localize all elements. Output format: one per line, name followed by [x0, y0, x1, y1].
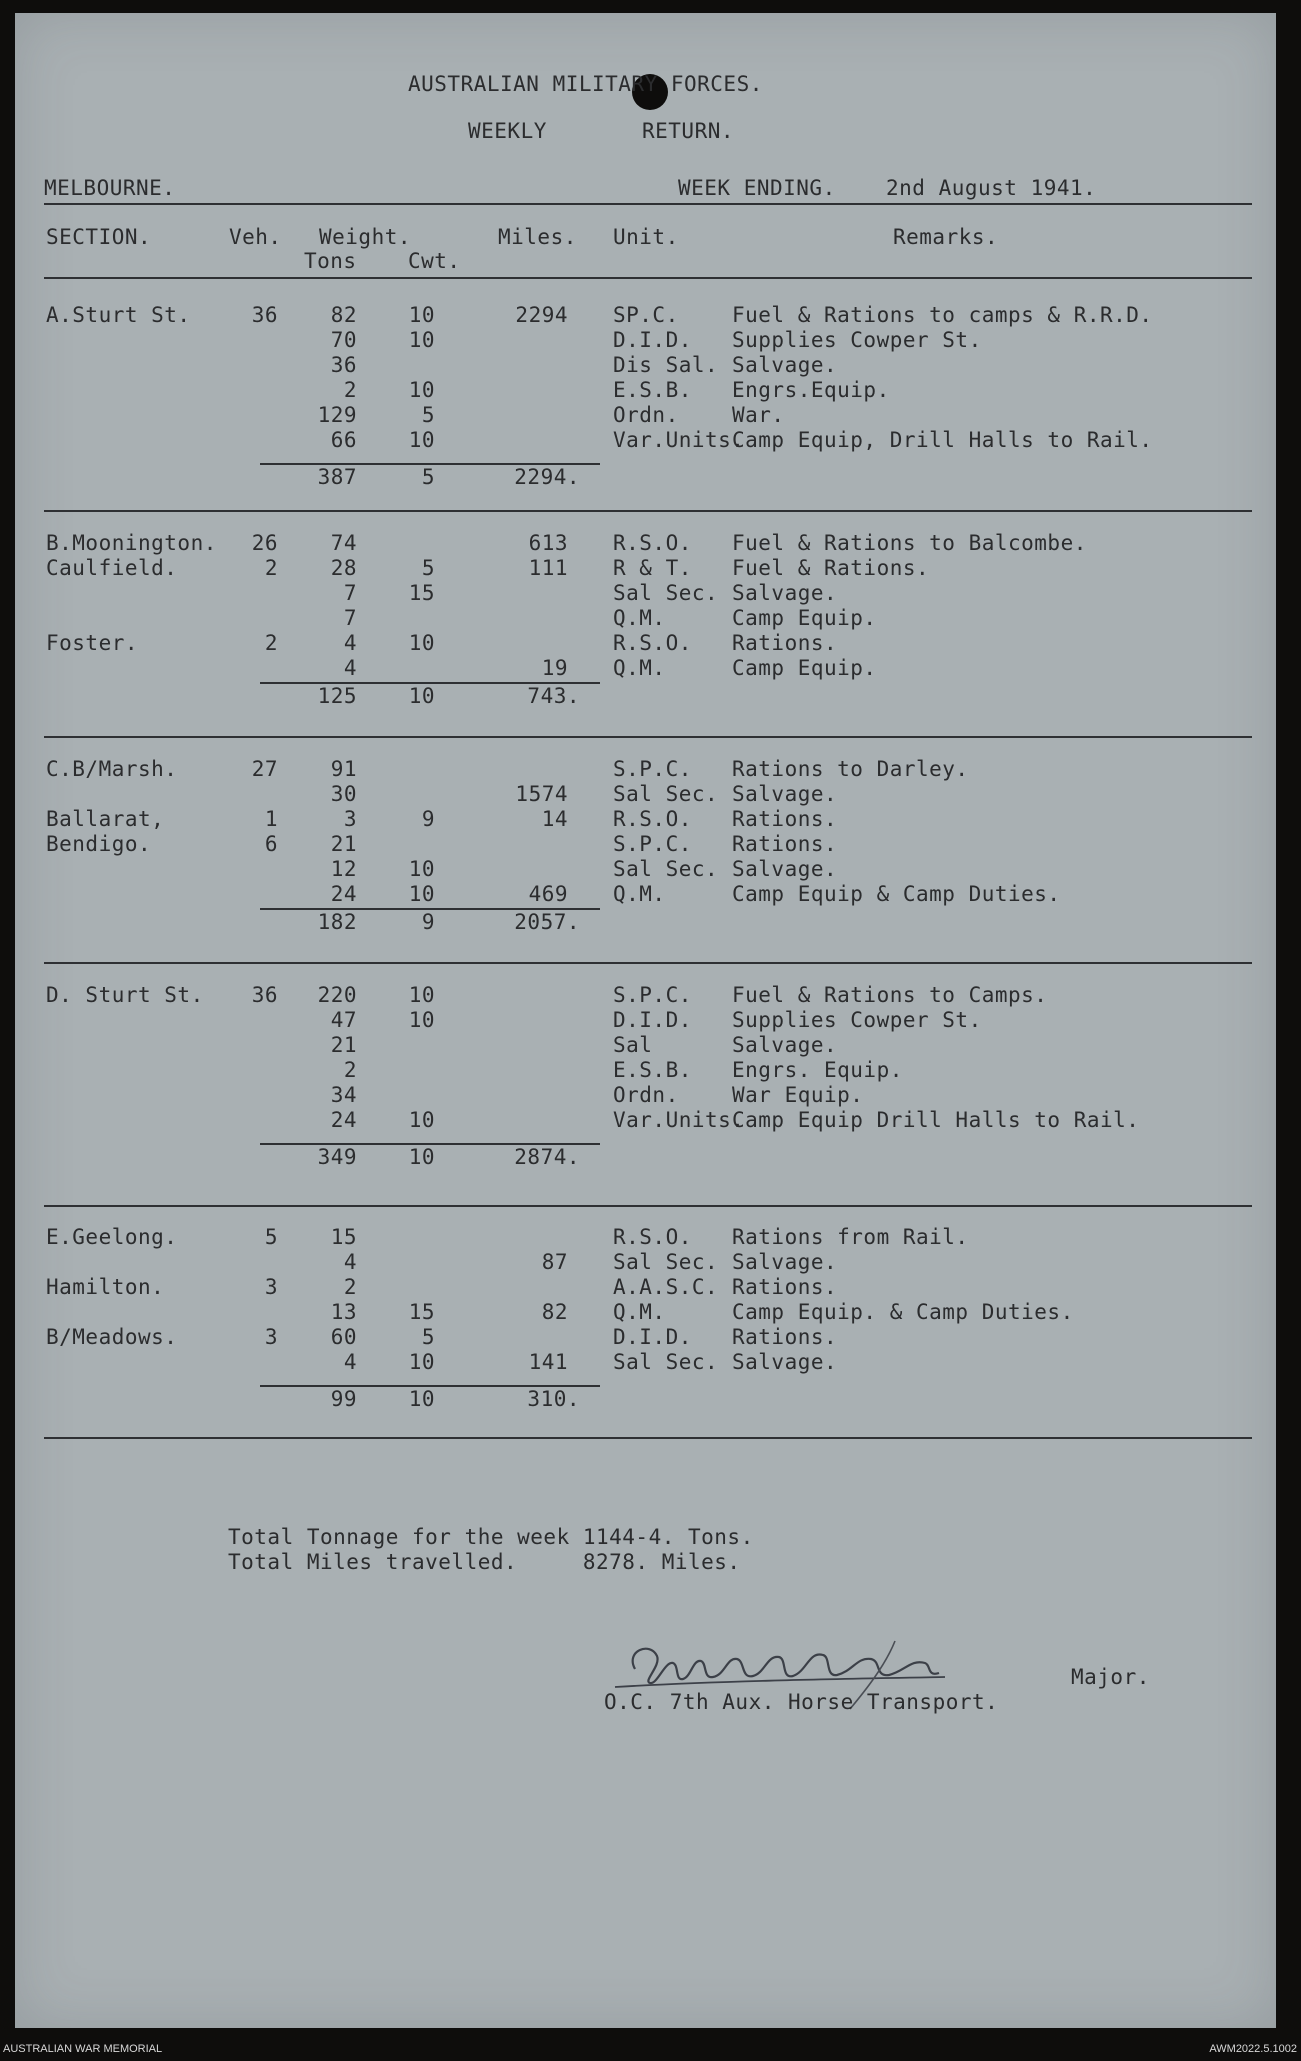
cell-tons: 2 — [343, 1275, 357, 1299]
location: MELBOURNE. — [44, 176, 176, 200]
summary-miles: Total Miles travelled. 8278. Miles. — [228, 1550, 741, 1574]
summary-tonnage: Total Tonnage for the week 1144-4. Tons. — [228, 1525, 754, 1549]
subtotal-miles: 743. — [527, 684, 580, 708]
cell-unit: E.S.B. — [613, 378, 692, 402]
subtotal-cwt: 10 — [408, 1145, 435, 1169]
cell-unit: R.S.O. — [613, 1225, 692, 1249]
cell-miles: 469 — [528, 882, 568, 906]
cell-remarks: Rations. — [732, 1325, 838, 1349]
cell-tons: 34 — [330, 1083, 357, 1107]
document-sheet — [15, 13, 1276, 2028]
cell-tons: 2 — [343, 1058, 357, 1082]
col-header-cwt: Cwt. — [408, 249, 461, 273]
cell-section: E.Geelong. — [46, 1225, 178, 1249]
cell-veh: 2 — [264, 556, 278, 580]
cell-section: Ballarat, — [46, 807, 165, 831]
cell-unit: D.I.D. — [613, 328, 692, 352]
cell-cwt: 5 — [421, 403, 435, 427]
cell-tons: 7 — [343, 581, 357, 605]
signoff-title: O.C. 7th Aux. Horse Transport. — [604, 1690, 999, 1714]
cell-miles: 141 — [528, 1350, 568, 1374]
cell-tons: 4 — [343, 1250, 357, 1274]
cell-unit: E.S.B. — [613, 1058, 692, 1082]
cell-remarks: Fuel & Rations to Balcombe. — [732, 531, 1087, 555]
cell-unit: A.A.S.C. — [613, 1275, 719, 1299]
subtotal-tons: 182 — [317, 910, 357, 934]
cell-unit: SP.C. — [613, 303, 679, 327]
cell-remarks: Rations. — [732, 631, 838, 655]
subtotal-tons: 349 — [317, 1145, 357, 1169]
document-title: AUSTRALIAN MILITARY FORCES. — [408, 72, 763, 96]
cell-unit: Q.M. — [613, 882, 666, 906]
cell-remarks: Salvage. — [732, 857, 838, 881]
cell-unit: Sal Sec. — [613, 782, 719, 806]
cell-cwt: 10 — [408, 428, 435, 452]
cell-remarks: Fuel & Rations to Camps. — [732, 983, 1048, 1007]
cell-cwt: 10 — [408, 1008, 435, 1032]
cell-cwt: 10 — [408, 378, 435, 402]
cell-tons: 36 — [330, 353, 357, 377]
subtotal-miles: 2057. — [514, 910, 580, 934]
document-subtitle-left: WEEKLY — [468, 119, 547, 143]
cell-tons: 66 — [330, 428, 357, 452]
cell-tons: 12 — [330, 857, 357, 881]
cell-veh: 26 — [251, 531, 278, 555]
cell-veh: 36 — [251, 983, 278, 1007]
cell-remarks: War. — [732, 403, 785, 427]
cell-miles: 19 — [541, 656, 568, 680]
cell-remarks: Engrs. Equip. — [732, 1058, 903, 1082]
subtotal-tons: 387 — [317, 465, 357, 489]
cell-unit: D.I.D. — [613, 1325, 692, 1349]
cell-section: Bendigo. — [46, 832, 152, 856]
cell-tons: 21 — [330, 1033, 357, 1057]
cell-remarks: War Equip. — [732, 1083, 864, 1107]
cell-miles: 14 — [541, 807, 568, 831]
cell-unit: Sal Sec. — [613, 1350, 719, 1374]
cell-remarks: Salvage. — [732, 1350, 838, 1374]
footer-institution: AUSTRALIAN WAR MEMORIAL — [3, 2043, 163, 2055]
cell-cwt: 10 — [408, 983, 435, 1007]
cell-miles: 87 — [541, 1250, 568, 1274]
cell-section: B.Moonington. — [46, 531, 217, 555]
cell-remarks: Rations. — [732, 1275, 838, 1299]
col-header-miles: Miles. — [498, 225, 577, 249]
cell-unit: S.P.C. — [613, 832, 692, 856]
cell-unit: Q.M. — [613, 606, 666, 630]
cell-veh: 2 — [264, 631, 278, 655]
cell-remarks: Rations from Rail. — [732, 1225, 969, 1249]
cell-remarks: Salvage. — [732, 353, 838, 377]
cell-unit: R.S.O. — [613, 631, 692, 655]
subtotal-miles: 310. — [527, 1387, 580, 1411]
cell-cwt: 10 — [408, 882, 435, 906]
cell-cwt: 10 — [408, 1350, 435, 1374]
col-header-tons: Tons — [304, 249, 357, 273]
cell-tons: 15 — [330, 1225, 357, 1249]
cell-miles: 111 — [528, 556, 568, 580]
cell-veh: 6 — [264, 832, 278, 856]
cell-tons: 2 — [343, 378, 357, 402]
cell-tons: 60 — [330, 1325, 357, 1349]
header-bottom-rule — [44, 277, 1252, 279]
subtotal-tons: 99 — [330, 1387, 357, 1411]
cell-unit: R & T. — [613, 556, 692, 580]
cell-cwt: 15 — [408, 1300, 435, 1324]
cell-unit: D.I.D. — [613, 1008, 692, 1032]
cell-cwt: 5 — [421, 556, 435, 580]
cell-remarks: Salvage. — [732, 1033, 838, 1057]
subtotal-tons: 125 — [317, 684, 357, 708]
cell-tons: 70 — [330, 328, 357, 352]
cell-cwt: 10 — [408, 631, 435, 655]
cell-veh: 36 — [251, 303, 278, 327]
cell-tons: 28 — [330, 556, 357, 580]
cell-remarks: Rations to Darley. — [732, 757, 969, 781]
cell-miles: 2294 — [515, 303, 568, 327]
col-header-section: SECTION. — [46, 225, 152, 249]
cell-unit: S.P.C. — [613, 757, 692, 781]
cell-cwt: 15 — [408, 581, 435, 605]
subtotal-cwt: 10 — [408, 1387, 435, 1411]
cell-section: Hamilton. — [46, 1275, 165, 1299]
footer-accession-number: AWM2022.5.1002 — [1209, 2043, 1297, 2055]
section-divider — [44, 962, 1252, 964]
cell-remarks: Engrs.Equip. — [732, 378, 890, 402]
subtotal-cwt: 5 — [421, 465, 435, 489]
cell-unit: R.S.O. — [613, 807, 692, 831]
cell-unit: Var.Units. — [613, 428, 745, 452]
cell-unit: Ordn. — [613, 1083, 679, 1107]
cell-veh: 3 — [264, 1275, 278, 1299]
section-divider — [44, 736, 1252, 738]
cell-tons: 3 — [343, 807, 357, 831]
cell-remarks: Salvage. — [732, 1250, 838, 1274]
cell-unit: Dis Sal. — [613, 353, 719, 377]
cell-section: Caulfield. — [46, 556, 178, 580]
cell-veh: 1 — [264, 807, 278, 831]
cell-tons: 4 — [343, 656, 357, 680]
cell-tons: 129 — [317, 403, 357, 427]
subtotal-cwt: 9 — [421, 910, 435, 934]
cell-unit: Ordn. — [613, 403, 679, 427]
cell-remarks: Rations. — [732, 807, 838, 831]
section-divider — [44, 510, 1252, 512]
cell-miles: 1574 — [515, 782, 568, 806]
subtotal-miles: 2874. — [514, 1145, 580, 1169]
cell-remarks: Supplies Cowper St. — [732, 328, 982, 352]
cell-section: C.B/Marsh. — [46, 757, 178, 781]
cell-tons: 24 — [330, 882, 357, 906]
section-divider — [44, 1205, 1252, 1207]
col-header-weight: Weight. — [319, 225, 412, 249]
cell-unit: Q.M. — [613, 656, 666, 680]
document-subtitle-right: RETURN. — [642, 119, 735, 143]
cell-remarks: Camp Equip, Drill Halls to Rail. — [732, 428, 1153, 452]
cell-tons: 74 — [330, 531, 357, 555]
cell-tons: 7 — [343, 606, 357, 630]
cell-veh: 3 — [264, 1325, 278, 1349]
subtotal-miles: 2294. — [514, 465, 580, 489]
cell-cwt: 5 — [421, 1325, 435, 1349]
cell-remarks: Camp Equip. & Camp Duties. — [732, 1300, 1074, 1324]
cell-tons: 82 — [330, 303, 357, 327]
cell-remarks: Camp Equip. — [732, 606, 877, 630]
cell-tons: 47 — [330, 1008, 357, 1032]
cell-section: A.Sturt St. — [46, 303, 191, 327]
cell-tons: 13 — [330, 1300, 357, 1324]
cell-cwt: 10 — [408, 857, 435, 881]
week-ending-date: 2nd August 1941. — [886, 176, 1097, 200]
col-header-veh: Veh. — [229, 225, 282, 249]
section-divider — [44, 1437, 1252, 1439]
cell-unit: Sal Sec. — [613, 857, 719, 881]
cell-section: B/Meadows. — [46, 1325, 178, 1349]
week-ending-label: WEEK ENDING. — [678, 176, 836, 200]
cell-tons: 24 — [330, 1108, 357, 1132]
subtotal-cwt: 10 — [408, 684, 435, 708]
col-header-remarks: Remarks. — [893, 225, 999, 249]
cell-cwt: 10 — [408, 328, 435, 352]
cell-tons: 21 — [330, 832, 357, 856]
cell-miles: 613 — [528, 531, 568, 555]
col-header-unit: Unit. — [613, 225, 679, 249]
cell-remarks: Camp Equip & Camp Duties. — [732, 882, 1061, 906]
header-top-rule — [44, 203, 1252, 205]
cell-unit: Var.Units. — [613, 1108, 745, 1132]
cell-cwt: 10 — [408, 1108, 435, 1132]
cell-remarks: Salvage. — [732, 782, 838, 806]
cell-tons: 91 — [330, 757, 357, 781]
cell-remarks: Rations. — [732, 832, 838, 856]
cell-unit: Sal — [613, 1033, 653, 1057]
cell-tons: 220 — [317, 983, 357, 1007]
cell-remarks: Camp Equip Drill Halls to Rail. — [732, 1108, 1140, 1132]
cell-tons: 30 — [330, 782, 357, 806]
cell-veh: 27 — [251, 757, 278, 781]
cell-section: Foster. — [46, 631, 139, 655]
cell-unit: R.S.O. — [613, 531, 692, 555]
cell-remarks: Camp Equip. — [732, 656, 877, 680]
cell-remarks: Supplies Cowper St. — [732, 1008, 982, 1032]
cell-remarks: Salvage. — [732, 581, 838, 605]
signoff-rank: Major. — [1071, 1665, 1150, 1689]
cell-tons: 4 — [343, 1350, 357, 1374]
cell-cwt: 9 — [421, 807, 435, 831]
cell-tons: 4 — [343, 631, 357, 655]
cell-unit: Sal Sec. — [613, 1250, 719, 1274]
cell-cwt: 10 — [408, 303, 435, 327]
cell-remarks: Fuel & Rations to camps & R.R.D. — [732, 303, 1153, 327]
cell-unit: Sal Sec. — [613, 581, 719, 605]
cell-section: D. Sturt St. — [46, 983, 204, 1007]
cell-veh: 5 — [264, 1225, 278, 1249]
cell-unit: S.P.C. — [613, 983, 692, 1007]
cell-unit: Q.M. — [613, 1300, 666, 1324]
cell-remarks: Fuel & Rations. — [732, 556, 930, 580]
cell-miles: 82 — [541, 1300, 568, 1324]
